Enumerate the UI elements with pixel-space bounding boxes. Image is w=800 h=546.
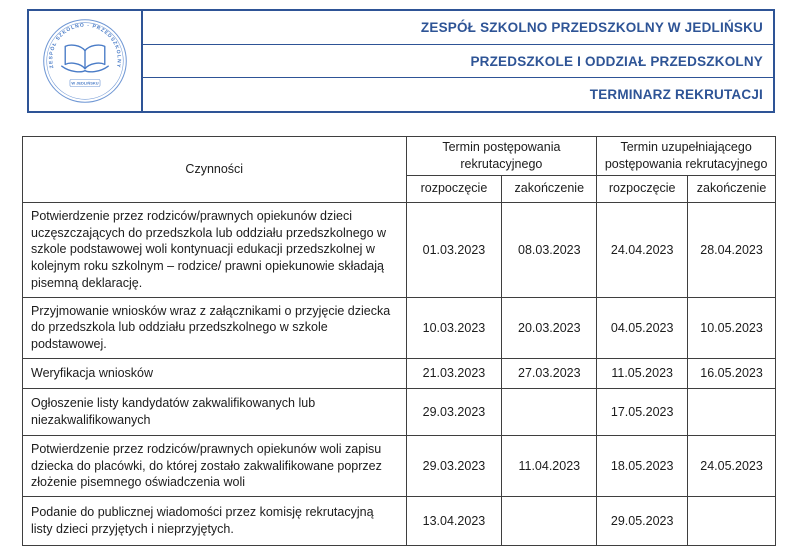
- letterhead-line-school-name: ZESPÓŁ SZKOLNO PRZEDSZKOLNY W JEDLIŃSKU: [420, 19, 763, 35]
- subheader-end-2: zakończenie: [688, 175, 776, 202]
- logo-ring-text: ZESPÓŁ SZKOLNO - PRZEDSZKOLNY: [48, 22, 122, 69]
- date-cell: [688, 497, 776, 546]
- activity-cell: Weryfikacja wniosków: [23, 358, 407, 388]
- date-cell: 20.03.2023: [502, 297, 597, 358]
- subheader-start-1: rozpoczęcie: [406, 175, 502, 202]
- table-row: [23, 435, 776, 496]
- recruitment-schedule-table: [22, 136, 776, 546]
- activity-cell: Podanie do publicznej wiadomości przez komisję rekrutacyjną listy dzieci przyjętych i nieprzyjętych.: [23, 497, 407, 546]
- date-cell: 21.03.2023: [406, 358, 502, 388]
- letterhead-rows: [143, 11, 773, 111]
- date-cell: 11.04.2023: [502, 435, 597, 496]
- activity-cell: Potwierdzenie przez rodziców/prawnych opiekunów dzieci uczęszczających do przedszkola lub oddziału przedszkolnego w szkole podstawowej woli kontynuacji edukacji przedszkolnej w kolejnym roku szkolnym – rodzice/ prawni opiekunowie składają pisemną deklarację.: [23, 202, 407, 297]
- date-cell: 16.05.2023: [688, 358, 776, 388]
- activity-cell: Potwierdzenie przez rodziców/prawnych opiekunów woli zapisu dziecka do placówki, do której zostało zakwalifikowane poprzez złożenie pisemnego oświadczenia woli: [23, 435, 407, 496]
- activity-cell: Ogłoszenie listy kandydatów zakwalifikowanych lub niezakwalifikowanych: [23, 388, 407, 435]
- date-cell: 10.05.2023: [688, 297, 776, 358]
- column-header-activities: Czynności: [23, 137, 407, 203]
- date-cell: 18.05.2023: [597, 435, 688, 496]
- letterhead: [27, 9, 775, 113]
- logo-cell: [29, 11, 143, 111]
- date-cell: 13.04.2023: [406, 497, 502, 546]
- date-cell: [502, 497, 597, 546]
- table-row: [23, 297, 776, 358]
- date-cell: [502, 388, 597, 435]
- date-cell: 27.03.2023: [502, 358, 597, 388]
- school-logo: [42, 18, 128, 104]
- subheader-end-1: zakończenie: [502, 175, 597, 202]
- date-cell: 04.05.2023: [597, 297, 688, 358]
- letterhead-line-unit: PRZEDSZKOLE I ODDZIAŁ PRZEDSZKOLNY: [143, 44, 773, 78]
- column-header-supplementary-recruitment: Termin uzupełniającego postępowania rekrutacyjnego: [597, 137, 776, 176]
- table-row: [23, 497, 776, 546]
- table-header-row-groups: [23, 137, 776, 176]
- table-row: [23, 358, 776, 388]
- date-cell: 29.05.2023: [597, 497, 688, 546]
- table-row: [23, 388, 776, 435]
- date-cell: 28.04.2023: [688, 202, 776, 297]
- activity-cell: Przyjmowanie wniosków wraz z załącznikami o przyjęcie dziecka do przedszkola lub oddziału przedszkolnego w szkole podstawowej.: [23, 297, 407, 358]
- date-cell: 24.05.2023: [688, 435, 776, 496]
- date-cell: 11.05.2023: [597, 358, 688, 388]
- date-cell: 08.03.2023: [502, 202, 597, 297]
- date-cell: 24.04.2023: [597, 202, 688, 297]
- table-row: [23, 202, 776, 297]
- letterhead-line-document-title: TERMINARZ REKRUTACJI: [143, 77, 773, 111]
- date-cell: 29.03.2023: [406, 435, 502, 496]
- date-cell: 01.03.2023: [406, 202, 502, 297]
- logo-bottom-text: W JEDLIŃSKU: [71, 80, 99, 86]
- column-header-main-recruitment: Termin postępowania rekrutacyjnego: [406, 137, 597, 176]
- subheader-start-2: rozpoczęcie: [597, 175, 688, 202]
- date-cell: 29.03.2023: [406, 388, 502, 435]
- date-cell: 17.05.2023: [597, 388, 688, 435]
- date-cell: [688, 388, 776, 435]
- open-book-icon: [62, 45, 108, 72]
- date-cell: 10.03.2023: [406, 297, 502, 358]
